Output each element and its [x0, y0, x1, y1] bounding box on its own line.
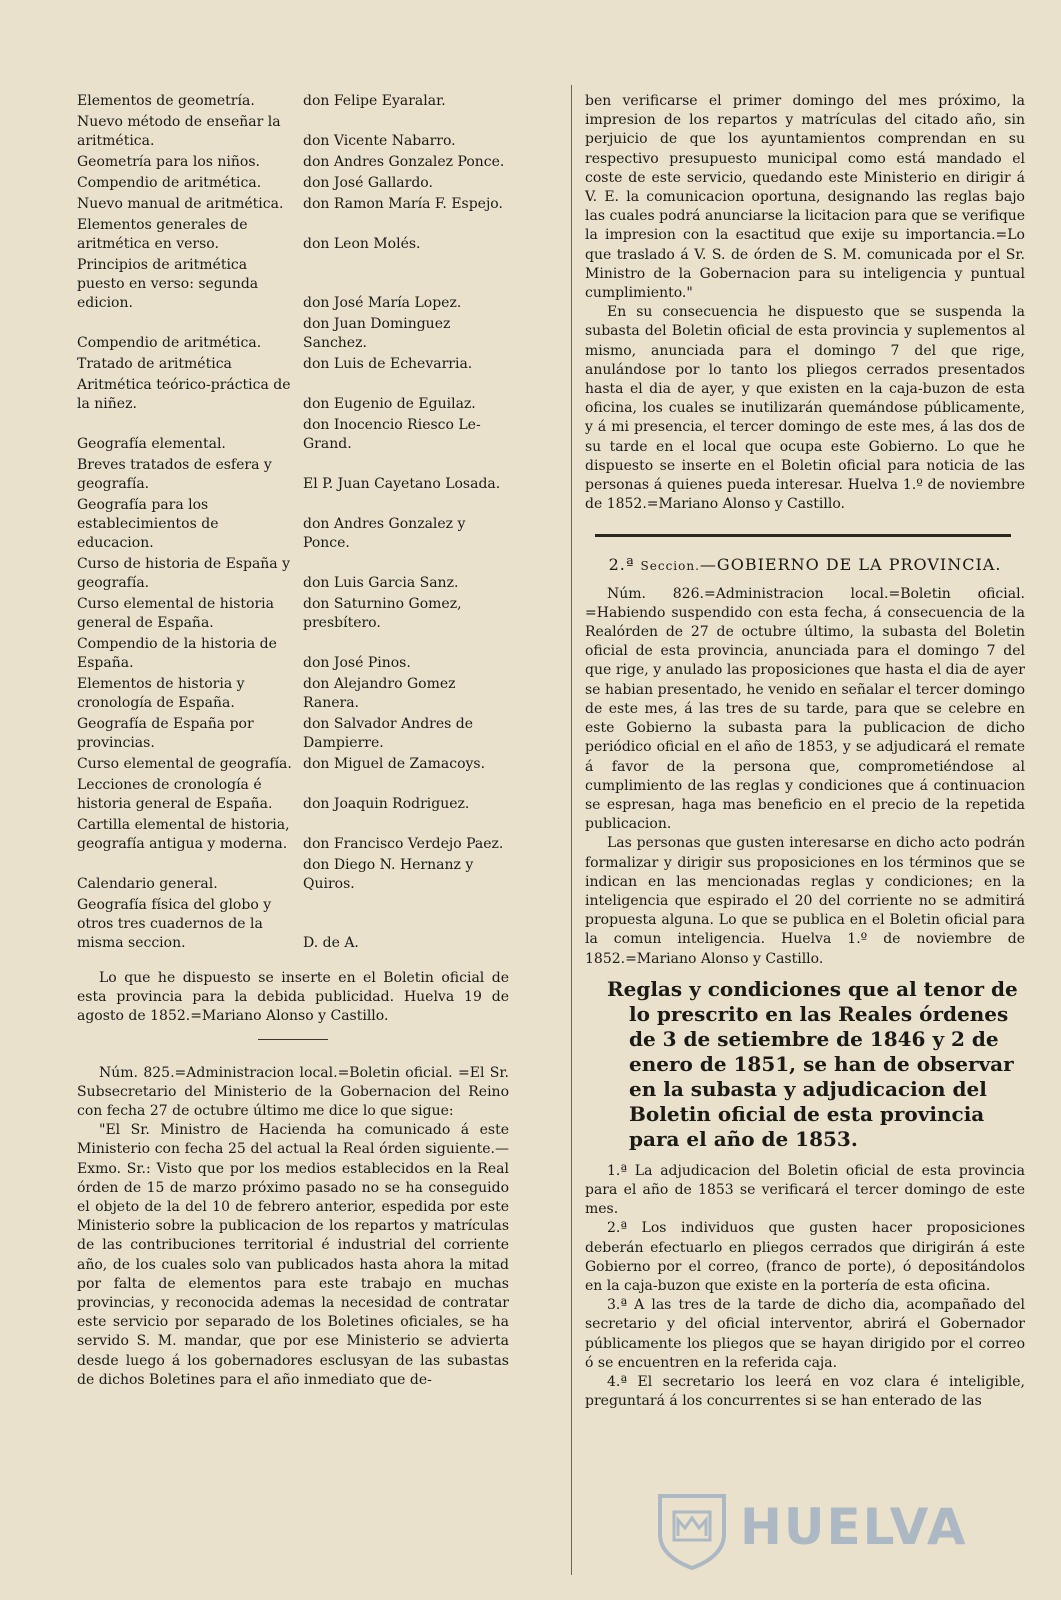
- book-author: don Inocencio Riesco Le-Grand.: [303, 417, 481, 452]
- book-author: don Vicente Nabarro.: [303, 133, 456, 149]
- shield-logo-icon: [652, 1490, 732, 1570]
- book-author: don Joaquin Rodriguez.: [303, 796, 470, 812]
- book-title: Tratado de aritmética: [77, 356, 232, 372]
- rules-list: [585, 1162, 1025, 1412]
- right-column: [585, 92, 1025, 1411]
- book-author: don Juan Dominguez Sanchez.: [303, 316, 451, 351]
- book-row: [77, 755, 509, 776]
- book-title: Geografía para los establecimientos de educacion.: [77, 497, 219, 551]
- notice-826: Núm. 826.=Administracion local.=Boletin oficial. =Habiendo suspendido con esta fecha, á consecuencia de la Realórden de 27 de octubre último, la subasta del Boletin oficial de esta provincia, anunciada para el domingo 7 del que rige, y anulado las proposiciones que hasta el dia de ayer se habian presentado, he venido en señalar el tercer domingo de este mes, á las tres de su tarde, para que se celebre en este Gobierno la subasta para la publicacion de dicho periódico oficial en el año de 1853, y se adjudicará el remate á favor de la persona que, comprometiéndose al cumplimiento de las reglas y condiciones que á continuacion se espresan, haga mas beneficio en el precio de la repetida publicacion.: [585, 585, 1025, 833]
- closing-paragraph: Lo que he dispuesto se inserte en el Boletin oficial de esta provincia para la debida publicidad. Huelva 19 de agosto de 1852.=Mariano Alonso y Castillo.: [77, 970, 509, 1025]
- short-divider: [258, 1039, 328, 1040]
- book-author: El P. Juan Cayetano Losada.: [303, 476, 501, 492]
- book-author: don José Gallardo.: [303, 175, 433, 191]
- rule-item: 2.ª Los individuos que gusten hacer proposiciones deberán efectuarlo en pliegos cerrados que dirigirán á este Gobierno por el correo, (franco de porte), ó depositándolos en la caja-buzon que existe en la portería de esta oficina.: [585, 1220, 1025, 1294]
- consequence-paragraph: En su consecuencia he dispuesto que se suspenda la subasta del Boletin oficial de esta provincia y suplementos al mismo, anunciada para el domingo 7 del que rige, anulándose por lo tanto los pliegos cerrados presentados hasta el dia de ayer, y que existen en la caja-buzon de esta oficina, los cuales se inutilizarán quemándose públicamente, y á mi presencia, el tercer domingo de este mes, á las dos de su tarde en el local que ocupa este Gobierno. Lo que he dispuesto se inserte en el Boletin oficial para noticia de las personas á quienes pueda interesar. Huelva 1.º de noviembre de 1852.=Mariano Alonso y Castillo.: [585, 304, 1025, 513]
- book-row: [77, 113, 509, 153]
- book-row: [77, 355, 509, 376]
- book-title: Geografía elemental.: [77, 436, 226, 452]
- book-author: don Luis de Echevarria.: [303, 356, 473, 372]
- book-title: Elementos de historia y cronología de España.: [77, 676, 245, 711]
- book-title: Elementos de geometría.: [77, 93, 255, 109]
- book-list-table: [77, 92, 509, 955]
- book-row: [77, 496, 509, 555]
- section-divider: [595, 534, 1011, 537]
- book-title: Nuevo manual de aritmética.: [77, 196, 284, 212]
- book-title: Compendio de aritmética.: [77, 175, 262, 191]
- book-row: [77, 216, 509, 256]
- interested-paragraph: Las personas que gusten interesarse en dicho acto podrán formalizar y dirigir sus proposiciones en los términos que se indican en las mencionadas reglas y condiciones; en la inteligencia que espirado el 20 del corriente no se admitirá propuesta alguna. Lo que se publica en el Boletin oficial para la comun inteligencia. Huelva 1.º de noviembre de 1852.=Mariano Alonso y Castillo.: [585, 835, 1025, 967]
- section-title: —GOBIERNO DE LA PROVINCIA.: [699, 555, 1002, 575]
- book-author: don Leon Molés.: [303, 236, 421, 252]
- book-title: Curso elemental de historia general de España.: [77, 596, 274, 631]
- rule-item: 4.ª El secretario los leerá en voz clara é inteligible, preguntará á los concurrentes si se han enterado de las: [585, 1373, 1025, 1410]
- book-title: Nuevo método de enseñar la aritmética.: [77, 114, 281, 149]
- book-row: [77, 715, 509, 755]
- book-author: don Saturnino Gomez, presbítero.: [303, 596, 462, 631]
- order-continuation: ben verificarse el primer domingo del mes próximo, la impresion de los repartos y matrículas del citado año, sin perjuicio de que los ayuntamientos comprendan en su respectivo presupuesto municipal como está mandado el coste de este servicio, quedando este Ministerio en dirigir á V. E. la comunicacion oportuna, designando las reglas bajo las cuales podrá anunciarse la licitacion para que se verifique la impresion con la esactitud que exije su importancia.=Lo que traslado á V. S. de órden de S. M. comunicada por el Sr. Ministro de la Gobernacion para su inteligencia y puntual cumplimiento.": [585, 93, 1025, 302]
- book-row: [77, 416, 509, 456]
- rules-title: Reglas y condiciones que al tenor de lo prescrito en las Reales órdenes de 3 de setiembre de 1846 y 2 de enero de 1851, se han de observar en la subasta y adjudicacion del Boletin oficial de esta provincia para el año de 1853.: [607, 976, 1018, 1151]
- quoted-order: "El Sr. Ministro de Hacienda ha comunicado á este Ministerio con fecha 25 del actual la Real órden siguiente.—Exmo. Sr.: Visto que por los medios establecidos en la Real órden de 15 de marzo próximo pasado no se ha conseguido el objeto de la del 10 de febrero anterior, espedida por este Ministerio sobre la publicacion de los repartos y matrículas de las contribuciones territorial é industrial del corriente año, de los cuales solo van publicados hasta ahora la mitad por falta de elementos para este trabajo en muchas provincias, y reconocida ademas la necesidad de contratar este servicio por separado de los Boletines oficiales, se ha servido S. M. mandar, que por ese Ministerio se advierta desde luego á los gobernadores esclusyan de las subastas de dichos Boletines para el año inmediato que de-: [77, 1122, 509, 1388]
- book-row: [77, 153, 509, 174]
- watermark-text: HUELVA: [740, 1498, 968, 1556]
- book-row: [77, 256, 509, 315]
- book-title: Geografía de España por provincias.: [77, 716, 254, 751]
- book-author: don Salvador Andres de Dampierre.: [303, 716, 474, 751]
- book-row: [77, 376, 509, 416]
- huelva-watermark: [652, 1490, 1042, 1570]
- book-author: don Luis Garcia Sanz.: [303, 575, 459, 591]
- notice-825: Núm. 825.=Administracion local.=Boletin oficial. =El Sr. Subsecretario del Ministerio de la Gobernacion del Reino con fecha 27 de octubre último me dice lo que sigue:: [77, 1064, 509, 1120]
- book-title: Geografía física del globo y otros tres cuadernos de la misma seccion.: [77, 897, 272, 951]
- book-row: [77, 896, 509, 955]
- book-row: [77, 856, 509, 896]
- book-author: D. de A.: [303, 935, 359, 951]
- book-author: don Francisco Verdejo Paez.: [303, 836, 504, 852]
- book-author: don Felipe Eyaralar.: [303, 93, 446, 109]
- rule-item: 3.ª A las tres de la tarde de dicho dia, acompañado del secretario y del oficial interventor, abrirá el Gobernador públicamente los pliegos que se hayan dirigido por el correo ó se encuentren en la referida caja.: [585, 1297, 1025, 1371]
- left-column: [77, 92, 509, 1390]
- book-title: Compendio de la historia de España.: [77, 636, 277, 671]
- book-author: don Ramon María F. Espejo.: [303, 196, 503, 212]
- book-title: Principios de aritmética puesto en verso: segunda edicion.: [77, 257, 259, 311]
- book-title: Cartilla elemental de historia, geografía antigua y moderna.: [77, 817, 290, 852]
- book-row: [77, 195, 509, 216]
- book-row: [77, 816, 509, 856]
- book-title: Compendio de aritmética.: [77, 335, 262, 351]
- column-divider: [571, 85, 572, 1575]
- book-row: [77, 174, 509, 195]
- section-heading: [585, 555, 1025, 576]
- book-row: [77, 635, 509, 675]
- rule-item: 1.ª La adjudicacion del Boletin oficial de esta provincia para el año de 1853 se verificará el tercer domingo de este mes.: [585, 1162, 1025, 1218]
- book-author: don Andres Gonzalez y Ponce.: [303, 516, 466, 551]
- book-author: don Eugenio de Eguilaz.: [303, 396, 476, 412]
- book-row: [77, 675, 509, 715]
- book-title: Aritmética teórico-práctica de la niñez.: [77, 377, 291, 412]
- book-title: Lecciones de cronología é historia general de España.: [77, 777, 273, 812]
- book-title: Breves tratados de esfera y geografía.: [77, 457, 272, 492]
- book-title: Curso de historia de España y geografía.: [77, 556, 291, 591]
- book-row: [77, 92, 509, 113]
- book-author: don José María Lopez.: [303, 295, 462, 311]
- section-number: 2.ª: [608, 555, 635, 575]
- section-label: Seccion.: [640, 559, 700, 574]
- book-row: [77, 315, 509, 355]
- book-author: don Diego N. Hernanz y Quiros.: [303, 857, 474, 892]
- book-row: [77, 595, 509, 635]
- book-title: Elementos generales de aritmética en verso.: [77, 217, 248, 252]
- book-author: don Alejandro Gomez Ranera.: [303, 676, 456, 711]
- book-title: Calendario general.: [77, 876, 218, 892]
- book-author: don Miguel de Zamacoys.: [303, 756, 486, 772]
- book-row: [77, 555, 509, 595]
- book-row: [77, 776, 509, 816]
- book-author: don Andres Gonzalez Ponce.: [303, 154, 505, 170]
- book-title: Curso elemental de geografía.: [77, 756, 292, 772]
- book-author: don José Pinos.: [303, 655, 411, 671]
- book-title: Geometría para los niños.: [77, 154, 260, 170]
- book-row: [77, 456, 509, 496]
